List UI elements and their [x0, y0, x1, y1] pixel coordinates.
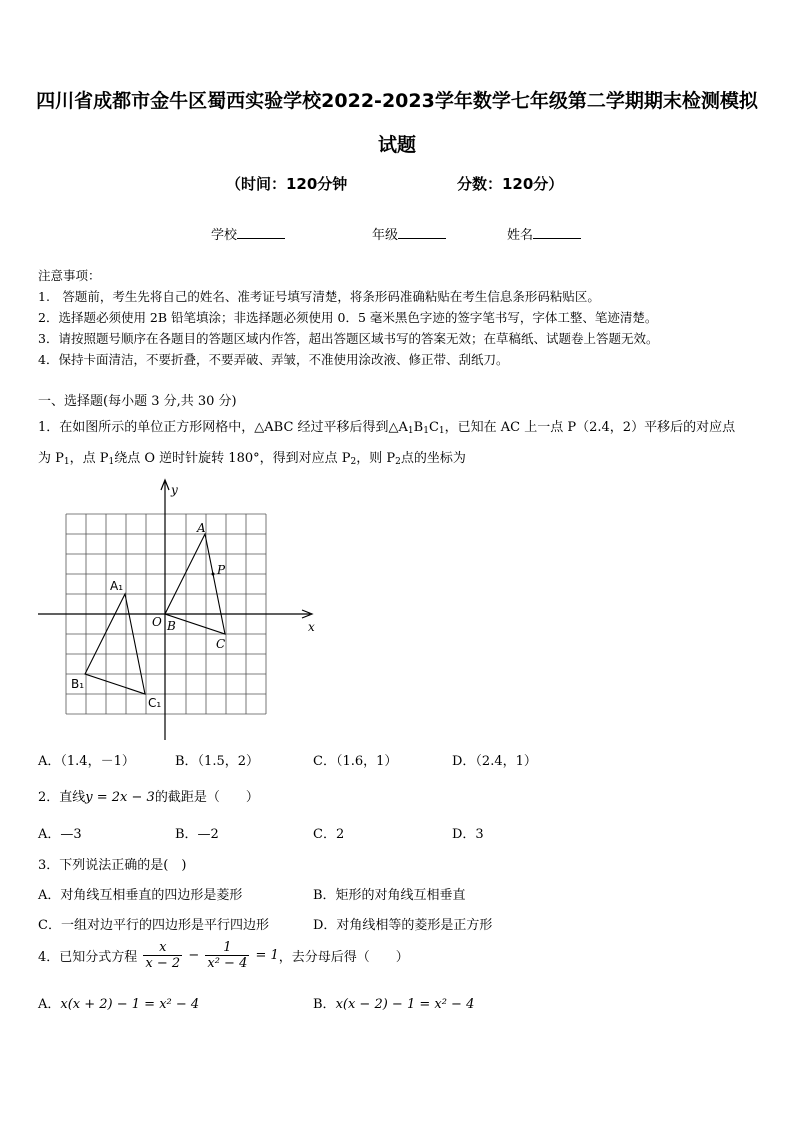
q2-option-c[interactable]: C．2 [313, 827, 345, 842]
q3-stem: 3．下列说法正确的是( ) [38, 858, 187, 873]
label-o: O [152, 615, 162, 629]
q2-stem: 2．直线y = 2x − 3的截距是（ ） [38, 790, 259, 805]
notice-4: 4．保持卡面清洁，不要折叠，不要弄破、弄皱，不准使用涂改液、修正带、刮纸刀。 [38, 352, 509, 367]
notice-3: 3．请按照题号顺序在各题目的答题区域内作答，超出答题区域书写的答案无效；在草稿纸、试题卷上答题无效。 [38, 331, 659, 346]
q4-option-a[interactable]: A．x(x + 2) − 1 = x² − 4 [38, 997, 200, 1012]
label-axis-y: y [171, 483, 178, 497]
point-p [212, 573, 215, 576]
title-line-2: 试题 [377, 134, 416, 156]
grade-label: 年级 [372, 228, 399, 243]
q3-option-b[interactable]: B．矩形的对角线互相垂直 [313, 888, 466, 903]
label-c: C [216, 637, 226, 651]
exam-score: 分数：120分） [457, 175, 564, 193]
q2-option-b[interactable]: B．—2 [175, 827, 219, 842]
q1-line-1: 1．在如图所示的单位正方形网格中，△ABC 经过平移后得到$\triangle A_1B_1C_1$，已知在 AC 上一点 P（2.4，2）平移后的对应点 [38, 420, 736, 436]
notice-2: 2．选择题必须使用 2B 铅笔填涂；非选择题必须使用 0．5 毫米黑色字迹的签字笔书写，字体工整、笔迹清楚。 [38, 310, 658, 325]
section-1-heading: 一、选择题(每小题 3 分,共 30 分) [38, 394, 237, 409]
q1-option-c[interactable]: C．（1.6，1） [313, 754, 398, 769]
q2-equation: y = 2x − 3 [85, 790, 155, 805]
triangle-a1b1c1 [85, 594, 145, 694]
q3-option-d[interactable]: D．对角线相等的菱形是正方形 [313, 918, 493, 933]
label-b1: B₁ [71, 677, 85, 691]
label-p: P [217, 563, 226, 577]
q1-line-2: 为 $P_1$，点 $P_1$绕点 O 逆时针旋转 180°，得到对应点 $P_2$，则 $P_2$点的坐标为 [38, 451, 466, 467]
q3-option-a[interactable]: A．对角线互相垂直的四边形是菱形 [38, 888, 243, 903]
q3-option-c[interactable]: C．一组对边平行的四边形是平行四边形 [38, 918, 269, 933]
school-field[interactable] [211, 224, 285, 243]
label-axis-x: x [308, 620, 315, 634]
q4-option-b[interactable]: B．x(x − 2) − 1 = x² − 4 [313, 997, 475, 1012]
grade-field[interactable] [372, 224, 446, 243]
label-a: A [197, 521, 206, 535]
title-line-1: 四川省成都市金牛区蜀西实验学校2022-2023学年数学七年级第二学期期末检测模拟 [36, 90, 758, 112]
label-b: B [167, 619, 176, 633]
q2-option-a[interactable]: A．—3 [38, 827, 82, 842]
label-a1: A₁ [110, 579, 124, 593]
notice-heading: 注意事项： [38, 268, 101, 283]
q1-option-b[interactable]: B．（1.5，2） [175, 754, 259, 769]
q4-stem: 4．已知分式方程 $\frac{x}{x - 2}$ − $\frac{1}{\text{x² − 4}}$ = 1，去分母后得（ ） [38, 940, 409, 971]
q4-fraction-2: $\frac{1}{\text{x² − 4}}$ [207, 940, 248, 971]
notice-1: 1. 答题前，考生先将自己的姓名、准考证号填写清楚，将条形码准确粘贴在考生信息条形码粘贴区。 [38, 289, 600, 304]
label-c1: C₁ [148, 696, 162, 710]
q4-fraction-1: $\frac{x}{x - 2}$ [145, 940, 181, 971]
q2-option-d[interactable]: D．3 [452, 827, 484, 842]
q1-grid-figure [30, 475, 330, 745]
name-field[interactable] [507, 224, 581, 243]
exam-time: （时间：120分钟 [226, 175, 348, 193]
q1-option-a[interactable]: A．（1.4，－1） [38, 754, 135, 769]
name-label: 姓名 [507, 228, 534, 243]
school-label: 学校 [211, 228, 238, 243]
q1-option-d[interactable]: D．（2.4，1） [452, 754, 537, 769]
